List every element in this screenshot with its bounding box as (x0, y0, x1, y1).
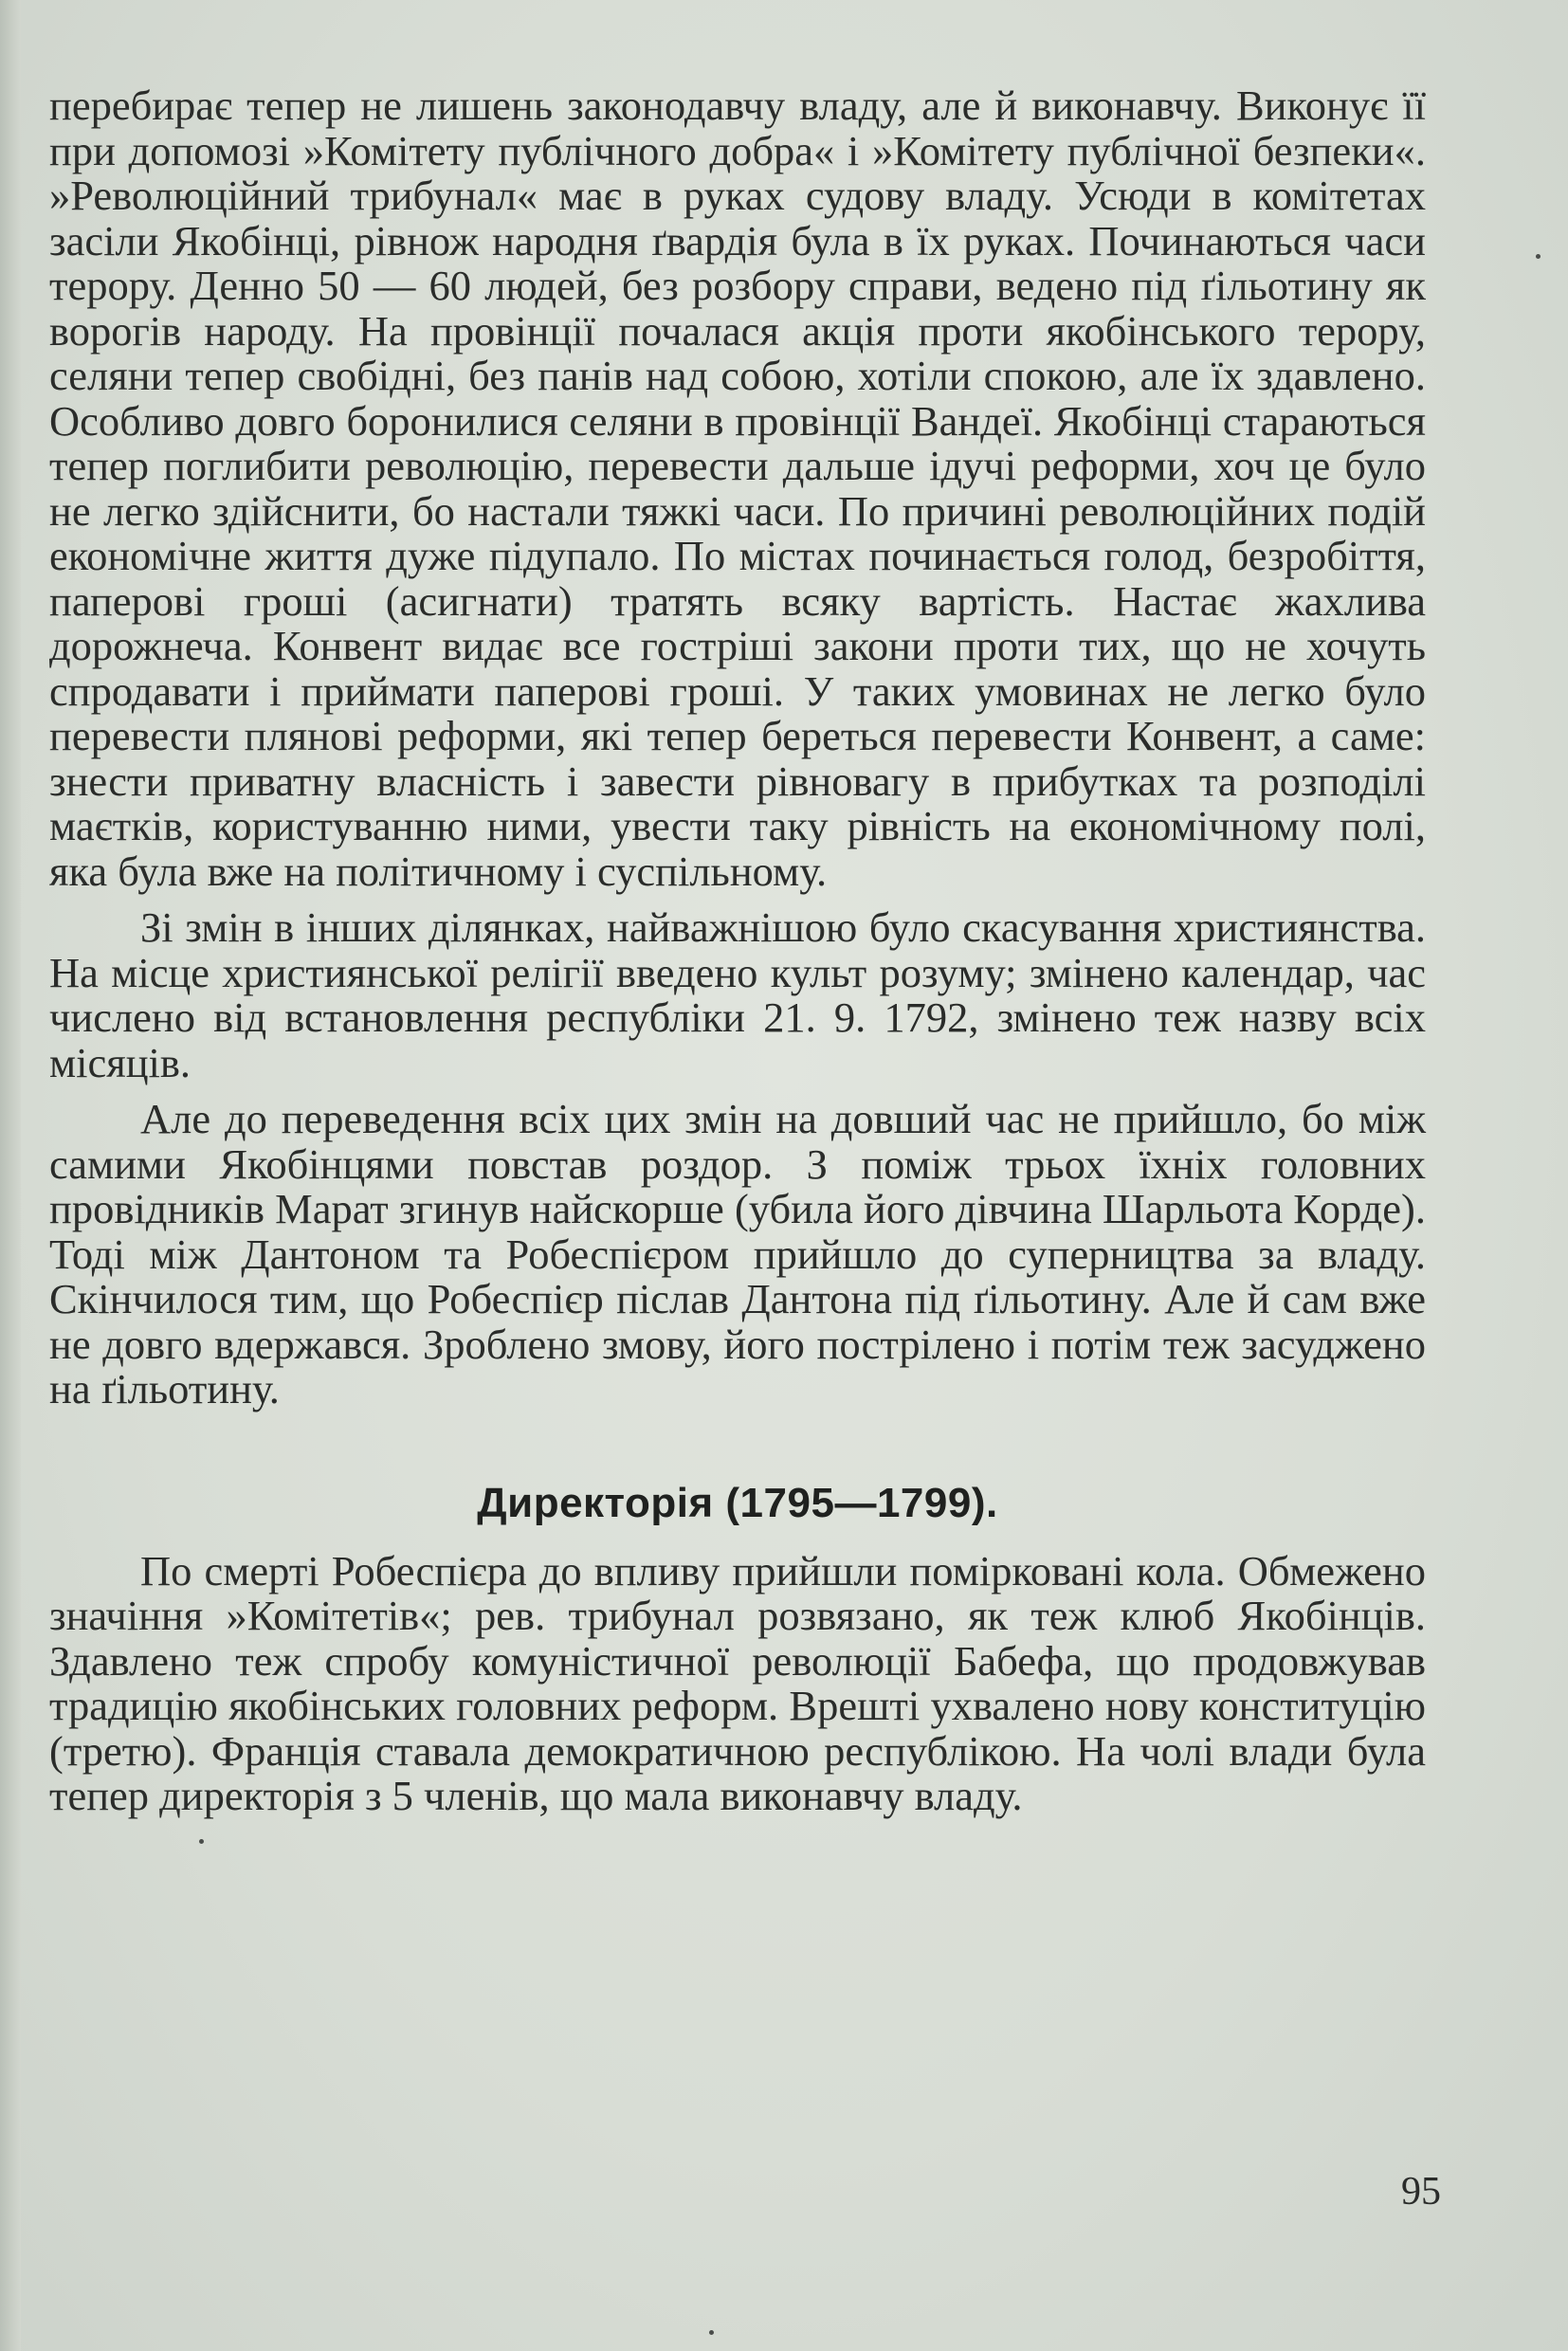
print-speck (709, 2330, 714, 2335)
print-speck (199, 1839, 204, 1844)
page-body (49, 83, 1426, 1819)
paragraph-directory: По смерті Робеспієра до впливу прийшли поміркованi кола. Обмежено значіння »Комітетів«; рев. трибунал розвязано, як теж клюб Якобінців. Здавлено теж спробу комуністичної революції Бабефа, що продовжував традицію якобінських головних реформ. Врешті ухвалено нову конституцію (третю). Франція ставала демократичною республікою. На чолі влади була тепер директорія з 5 членів, що мала виконавчу владу. (49, 1546, 1426, 1819)
paragraph-abolition-christianity: Зі змін в інших ділянках, найважнішою було скасування християнства. На місце християнської релігії введено культ розуму; змінено календар, час числено від встановлення республіки 21. 9. 1792, змінено теж назву всіх місяців. (49, 903, 1426, 1086)
page-binding-edge (0, 0, 21, 2351)
paragraph-jacobin-split: Але до переведення всіх цих змін на довший час не прийшло, бо між самими Якобінцями повстав роздор. З поміж трьох їхніх головних провідників Марат згинув найскорше (убила його дівчина Шарльота Корде). Тоді між Дантоном та Робеспієром прийшло до суперництва за владу. Скінчилося тим, що Робеспієр післав Дантона під ґільотину. Але й сам вже не довго вдержався. Зроблено змову, його пострілено і потім теж засуджено на ґільотину. (49, 1095, 1426, 1412)
paragraph-jacobin-terror: перебирає тепер не лишень законодавчу владу, але й виконавчу. Виконує її при допомозі »Комітету публічного добра« і »Комітету публічної безпеки«. »Революційний трибунал« має в руках судову владу. Усюди в комітетах засіли Якобінці, рівнож народня ґвардія була в їх руках. Починаються часи терору. Денно 50 — 60 людей, без розбору справи, ведено під ґільотину як ворогів народу. На провінції почалася акція проти якобінського терору, селяни тепер свобідні, без панів над собою, хотіли спокою, але їх здавлено. Особливо довго боронилися селяни в провінції Вандеї. Якобінці стараються тепер поглибити революцію, перевести дальше ідучі реформи, хоч це було не легко здійснити, бо настали тяжкі часи. По причині революційних подій економічне життя дуже підупало. По містах починається голод, безробіття, паперові гроші (асигнати) тратять всяку вартість. Настає жахлива дорожнеча. Конвент видає все гостріші закони проти тих, що не хочуть спродавати і приймати паперові гроші. У таких умовинах не легко було перевести плянові реформи, які тепер береться перевести Конвент, а саме: знести приватну власність і завести рівновагу в прибутках та розподілі маєтків, користуванню ними, увести таку рівність на економічному полі, яка була вже на політичному і суспільному. (49, 82, 1426, 895)
print-speck (1536, 254, 1541, 259)
section-heading-directory: Директорія (1795—1799). (477, 1479, 998, 1526)
page-number: 95 (1401, 2170, 1441, 2214)
